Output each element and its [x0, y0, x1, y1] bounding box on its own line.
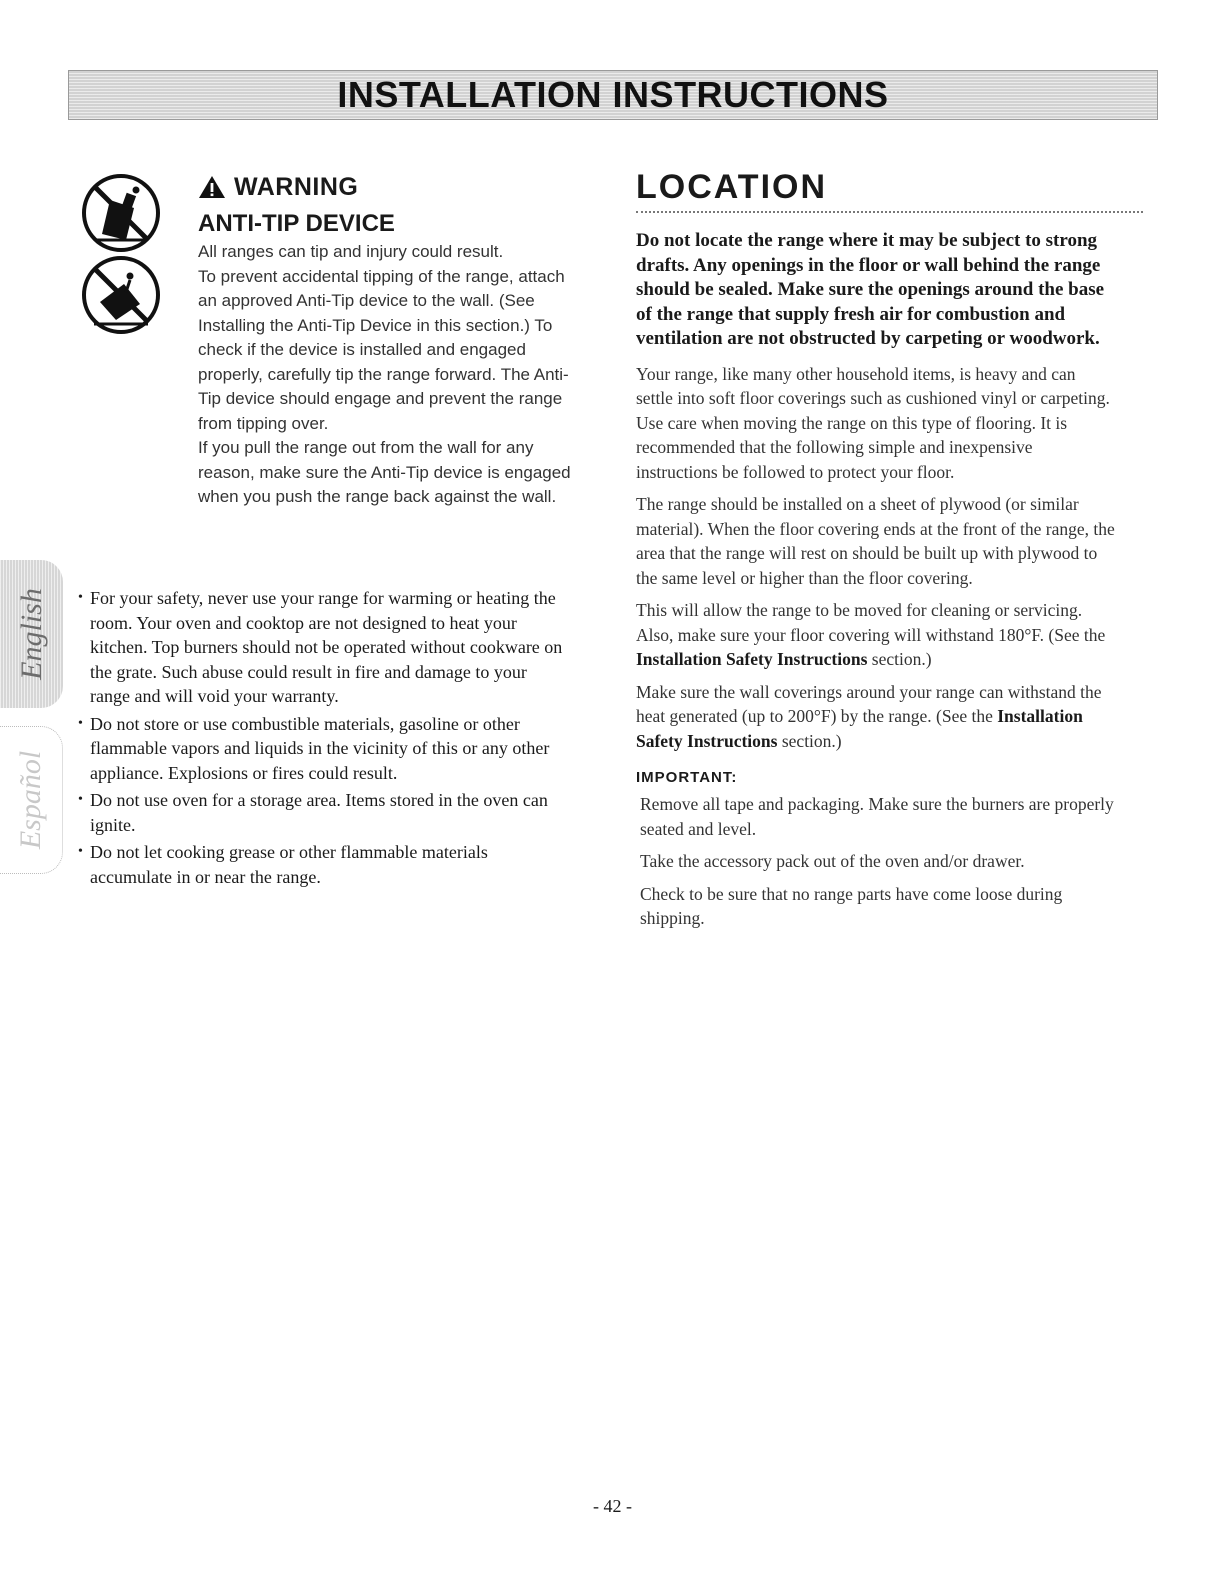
warning-heading — [198, 172, 578, 202]
language-tab-english[interactable] — [0, 560, 63, 708]
page-number: - 42 - — [593, 1496, 632, 1516]
important-item: Check to be sure that no range parts have come loose during shipping. — [640, 883, 1063, 928]
range-falling-prohibited-icon — [80, 254, 162, 336]
language-tab-label: English — [14, 588, 48, 680]
location-paragraph: The range should be installed on a sheet of plywood (or similar material). When the floor covering ends at the front of the range, the area that the range will rest on should be built up with plywood to the same level or higher than the floor covering. — [636, 494, 1115, 588]
language-tab-espanol[interactable] — [0, 726, 63, 874]
language-tab-label: Español — [14, 750, 47, 850]
text-run: section.) — [777, 730, 842, 751]
section-title: LOCATION — [636, 168, 828, 206]
warning-label: WARNING — [234, 172, 359, 201]
anti-tip-pictograms — [80, 172, 162, 336]
location-paragraph: Your range, like many other household items, is heavy and can settle into soft floor coverings such as cushioned vinyl or carpeting. Use care when moving the range on this type of flooring. It is recommended that the following simple and inexpensive instructions be followed to protect your floor. — [636, 363, 1110, 482]
page-title: INSTALLATION INSTRUCTIONS — [337, 74, 889, 115]
location-paragraph — [636, 680, 1116, 754]
list-item: • Do not let cooking grease or other flammable materials accumulate in or near the range. — [78, 840, 568, 889]
warning-paragraph: To prevent accidental tipping of the range, attach an approved Anti-Tip device to the wall. (See Installing the Anti-Tip Device in this section.) To check if the device is installed and engaged properly, carefully tip the range forward. The Anti-Tip device should engage and prevent the range from tipping over. — [198, 266, 569, 433]
list-item: • Do not store or use combustible materials, gasoline or other flammable vapors and liquids in the vicinity of this or any other appliance. Explosions or fires could result. — [78, 712, 568, 786]
anti-tip-warning — [198, 172, 578, 510]
list-item: • Do not use oven for a storage area. Items stored in the oven can ignite. — [78, 788, 568, 837]
important-item: Take the accessory pack out of the oven and/or drawer. — [640, 851, 1025, 871]
important-label: IMPORTANT: — [636, 769, 738, 786]
safety-instructions-reference: Installation Safety Instructions — [636, 706, 1083, 751]
dotted-divider — [636, 211, 1143, 213]
warning-triangle-icon — [198, 175, 226, 199]
warning-paragraph: If you pull the range out from the wall for any reason, make sure the Anti-Tip device is engaged when you push the range back against the wall. — [198, 438, 571, 506]
location-section — [636, 168, 1116, 939]
safety-instructions-reference: Installation Safety Instructions — [636, 649, 868, 669]
location-lead: Do not locate the range where it may be subject to strong drafts. Any openings in the floor or wall behind the range should be sealed. Make sure the openings around the base of the range that supply fresh air for combustion and ventilation are not obstructed by carpeting or woodwork. — [636, 230, 1105, 349]
range-tip-prohibited-icon — [80, 172, 162, 254]
location-paragraph — [636, 598, 1116, 672]
list-item: • For your safety, never use your range for warming or heating the room. Your oven and cooktop are not designed to heat your kitchen. Top burners should not be operated without cookware on the grate. Such abuse could result in fire and damage to your range and will void your warranty. — [78, 586, 568, 709]
warning-paragraph: All ranges can tip and injury could result. — [198, 242, 504, 261]
important-item: Remove all tape and packaging. Make sure the burners are properly seated and level. — [640, 794, 1114, 839]
warning-subtitle: ANTI-TIP DEVICE — [198, 210, 395, 237]
text-run: This will allow the range to be moved for cleaning or servicing. Also, make sure your floor covering will withstand 180°F. (See the — [636, 600, 1106, 645]
text-run: section.) — [867, 649, 932, 669]
text-run: Make sure the wall coverings around your range can withstand the heat generated (up to 200°F) by the range. (See the — [636, 681, 1102, 726]
header-banner — [68, 70, 1158, 120]
important-list — [636, 792, 1116, 931]
safety-bullet-list — [78, 586, 568, 892]
